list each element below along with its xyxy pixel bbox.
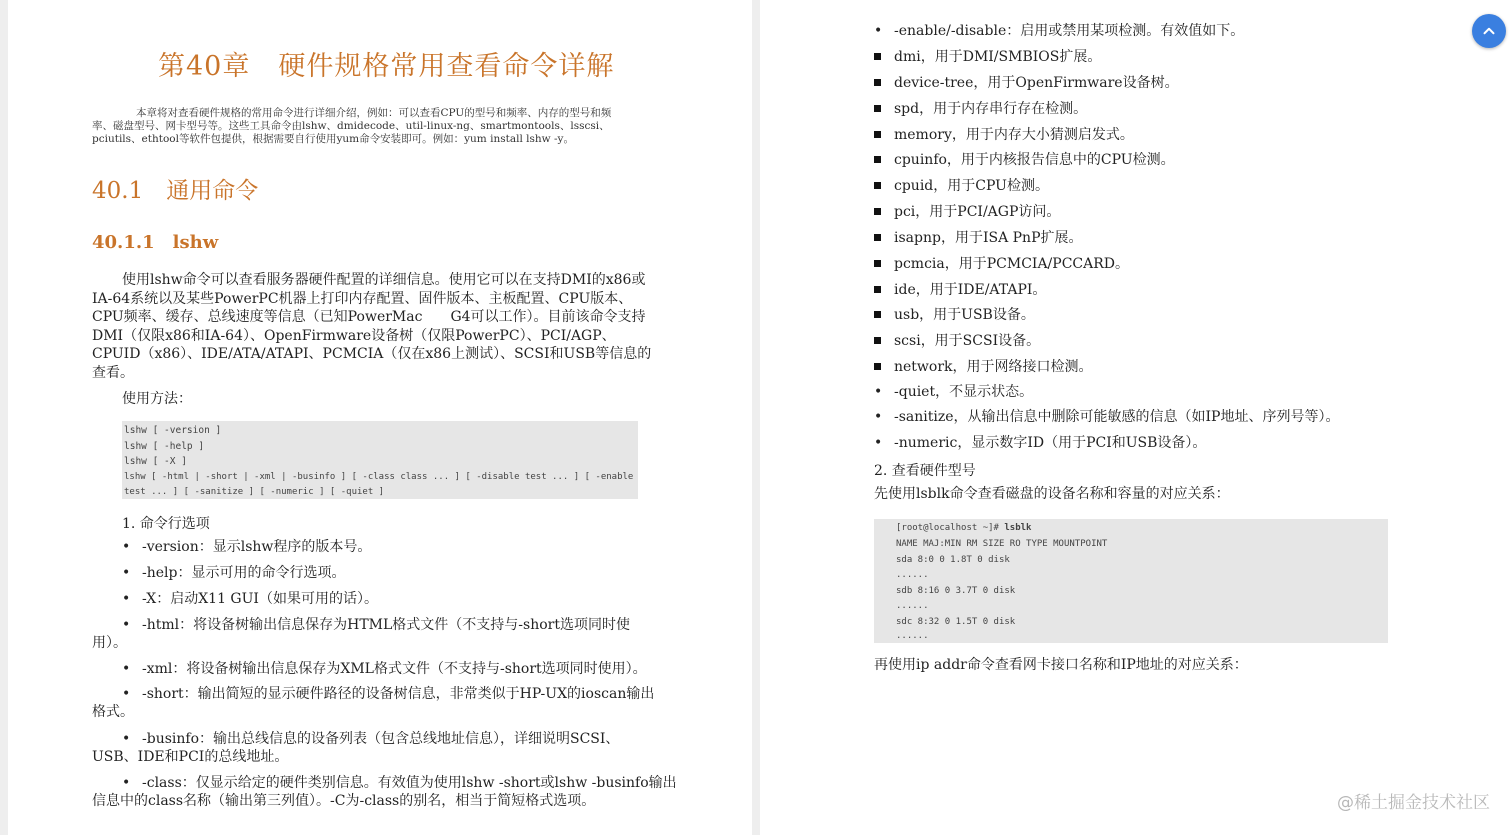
bullet-icon: •: [122, 661, 131, 677]
bullet-icon: •: [122, 565, 131, 581]
code-line: ......: [896, 570, 929, 580]
square-bullet-icon: [874, 105, 881, 112]
code-line: lshw [ -help ]: [124, 440, 205, 452]
square-bullet-icon: [874, 156, 881, 163]
option-item: • -sanitize，从输出信息中删除可能敏感的信息（如IP地址、序列号等）。: [874, 409, 1340, 425]
code-line: ......: [896, 631, 929, 641]
para-line: CPU频率、缓存、总线速度等信息（已知PowerMac G4可以工作）。目前该命令支持: [92, 309, 646, 325]
subsection-title: 40.1.1 lshw: [92, 232, 219, 253]
check-item: ide，用于IDE/ATAPI。: [874, 281, 1046, 299]
option-item: • -version：显示lshw程序的版本号。: [122, 539, 372, 555]
option-item: • -class：仅显示给定的硬件类别信息。有效值为使用lshw -short或lshw -businfo输出 信息中的class名称（输出第三列值）。-C为-class的别名，相当于简短格式选项。: [92, 775, 677, 809]
chapter-title: 第40章 硬件规格常用查看命令详解: [158, 51, 615, 82]
lsblk-code-block: [874, 519, 1388, 643]
bullet-icon: •: [122, 617, 131, 633]
intro-line: 率、磁盘型号、网卡型号等。这些工具命令由lshw、dmidecode、util-linux-ng、smartmontools、lsscsi、: [92, 120, 610, 132]
code-line: sdb 8:16 0 3.7T 0 disk: [896, 585, 1016, 596]
check-item: cpuinfo，用于内核报告信息中的CPU检测。: [874, 151, 1175, 169]
square-bullet-icon: [874, 131, 881, 138]
check-item: cpuid，用于CPU检测。: [874, 177, 1049, 195]
code-line: lshw [ -X ]: [124, 456, 187, 467]
bullet-icon: •: [122, 686, 131, 702]
watermark: @稀土掘金技术社区: [1337, 793, 1490, 813]
para-line: DMI（仅限x86和IA-64）、OpenFirmware设备树（仅限PowerPC）、PCI/AGP、: [92, 327, 616, 344]
para-line: IA-64系统以及某些PowerPC机器上打印内存配置、固件版本、主板配置、CPU版本、: [92, 290, 633, 307]
section-title: 40.1 通用命令: [92, 178, 259, 204]
square-bullet-icon: [874, 182, 881, 189]
code-line: lshw [ -version ]: [124, 425, 222, 436]
code-line: ......: [896, 601, 929, 611]
code-line: sda 8:0 0 1.8T 0 disk: [896, 554, 1010, 565]
option-item: • -xml：将设备树输出信息保存为XML格式文件（不支持与-short选项同时使用）。: [122, 661, 647, 677]
square-bullet-icon: [874, 53, 881, 60]
check-item: network，用于网络接口检测。: [874, 358, 1093, 376]
square-bullet-icon: [874, 363, 881, 370]
usage-label: 使用方法：: [122, 391, 192, 407]
bullet-icon: •: [874, 409, 883, 425]
check-item: scsi，用于SCSI设备。: [874, 332, 1040, 350]
check-item: pci，用于PCI/AGP访问。: [874, 203, 1060, 221]
intro-line: pciutils、ethtool等软件包提供，根据需要自行使用yum命令安装即可。例如：yum install lshw -y。: [92, 133, 574, 145]
scroll-top-button[interactable]: [1472, 14, 1506, 48]
check-item: device-tree，用于OpenFirmware设备树。: [874, 74, 1179, 92]
para-line: CPUID（x86）、IDE/ATA/ATAPI、PCMCIA（仅在x86上测试）、SCSI和USB等信息的: [92, 346, 652, 362]
bullet-icon: •: [122, 731, 131, 747]
check-item: dmi，用于DMI/SMBIOS扩展。: [874, 48, 1101, 66]
bullet-icon: •: [874, 23, 883, 39]
lsblk-intro: 先使用lsblk命令查看磁盘的设备名称和容量的对应关系：: [874, 486, 1230, 502]
code-line: [896, 523, 1031, 533]
option-item: • -html：将设备树输出信息保存为HTML格式文件（不支持与-short选项同时使 用）。: [92, 617, 630, 651]
intro-line: 本章将对查看硬件规格的常用命令进行详细介绍，例如：可以查看CPU的型号和频率、内存的型号和频: [136, 107, 612, 119]
check-item: usb，用于USB设备。: [874, 306, 1035, 324]
code-line: lshw [ -html | -short | -xml | -businfo ] [ -class class ... ] [ -disable test ... ] [ -enable: [124, 471, 634, 482]
bullet-icon: •: [122, 775, 131, 791]
left-page: [8, 0, 752, 835]
ip-addr-intro: 再使用ip addr命令查看网卡接口名称和IP地址的对应关系：: [874, 657, 1248, 673]
shell-command: lsblk: [1004, 523, 1032, 533]
shell-prompt: [root@localhost ~]#: [896, 523, 1005, 533]
square-bullet-icon: [874, 260, 881, 267]
bullet-icon: •: [874, 435, 883, 451]
para-line: 查看。: [92, 364, 134, 381]
bullet-icon: •: [122, 539, 131, 555]
square-bullet-icon: [874, 286, 881, 293]
option-item: • -X：启动X11 GUI（如果可用的话）。: [122, 591, 378, 607]
square-bullet-icon: [874, 208, 881, 215]
square-bullet-icon: [874, 79, 881, 86]
option-item: • -short：输出简短的显示硬件路径的设备树信息，非常类似于HP-UX的ioscan输出 格式。: [92, 686, 655, 720]
bullet-icon: •: [874, 384, 883, 400]
options-heading: 1. 命令行选项: [122, 516, 210, 532]
check-item: isapnp，用于ISA PnP扩展。: [874, 229, 1083, 247]
option-item: • -help：显示可用的命令行选项。: [122, 565, 346, 581]
code-line: sdc 8:32 0 1.5T 0 disk: [896, 616, 1016, 627]
option-item: • -quiet，不显示状态。: [874, 384, 1034, 400]
square-bullet-icon: [874, 234, 881, 241]
lshw-usage-code-block: [122, 421, 638, 499]
para-line: 使用lshw命令可以查看服务器硬件配置的详细信息。使用它可以在支持DMI的x86或: [122, 272, 646, 288]
code-line: NAME MAJ:MIN RM SIZE RO TYPE MOUNTPOINT: [896, 539, 1108, 549]
option-item: • -numeric，显示数字ID（用于PCI和USB设备）。: [874, 435, 1207, 451]
check-item: pcmcia，用于PCMCIA/PCCARD。: [874, 255, 1129, 273]
option-item: • -businfo：输出总线信息的设备列表（包含总线地址信息），详细说明SCSI、 USB、IDE和PCI的总线地址。: [92, 731, 620, 765]
option-item: • -enable/-disable：启用或禁用某项检测。有效值如下。: [874, 23, 1245, 39]
right-page: [760, 0, 1512, 835]
code-line: test ... ] [ -sanitize ] [ -numeric ] [ -quiet ]: [124, 487, 385, 497]
chapter-intro: [92, 107, 652, 146]
chevron-up-icon: [1480, 22, 1498, 40]
check-item: spd，用于内存串行存在检测。: [874, 100, 1087, 118]
square-bullet-icon: [874, 337, 881, 344]
hardware-model-heading: 2. 查看硬件型号: [874, 463, 976, 479]
check-item: memory，用于内存大小猜测启发式。: [874, 126, 1134, 144]
bullet-icon: •: [122, 591, 131, 607]
lshw-description: [92, 271, 682, 382]
square-bullet-icon: [874, 311, 881, 318]
